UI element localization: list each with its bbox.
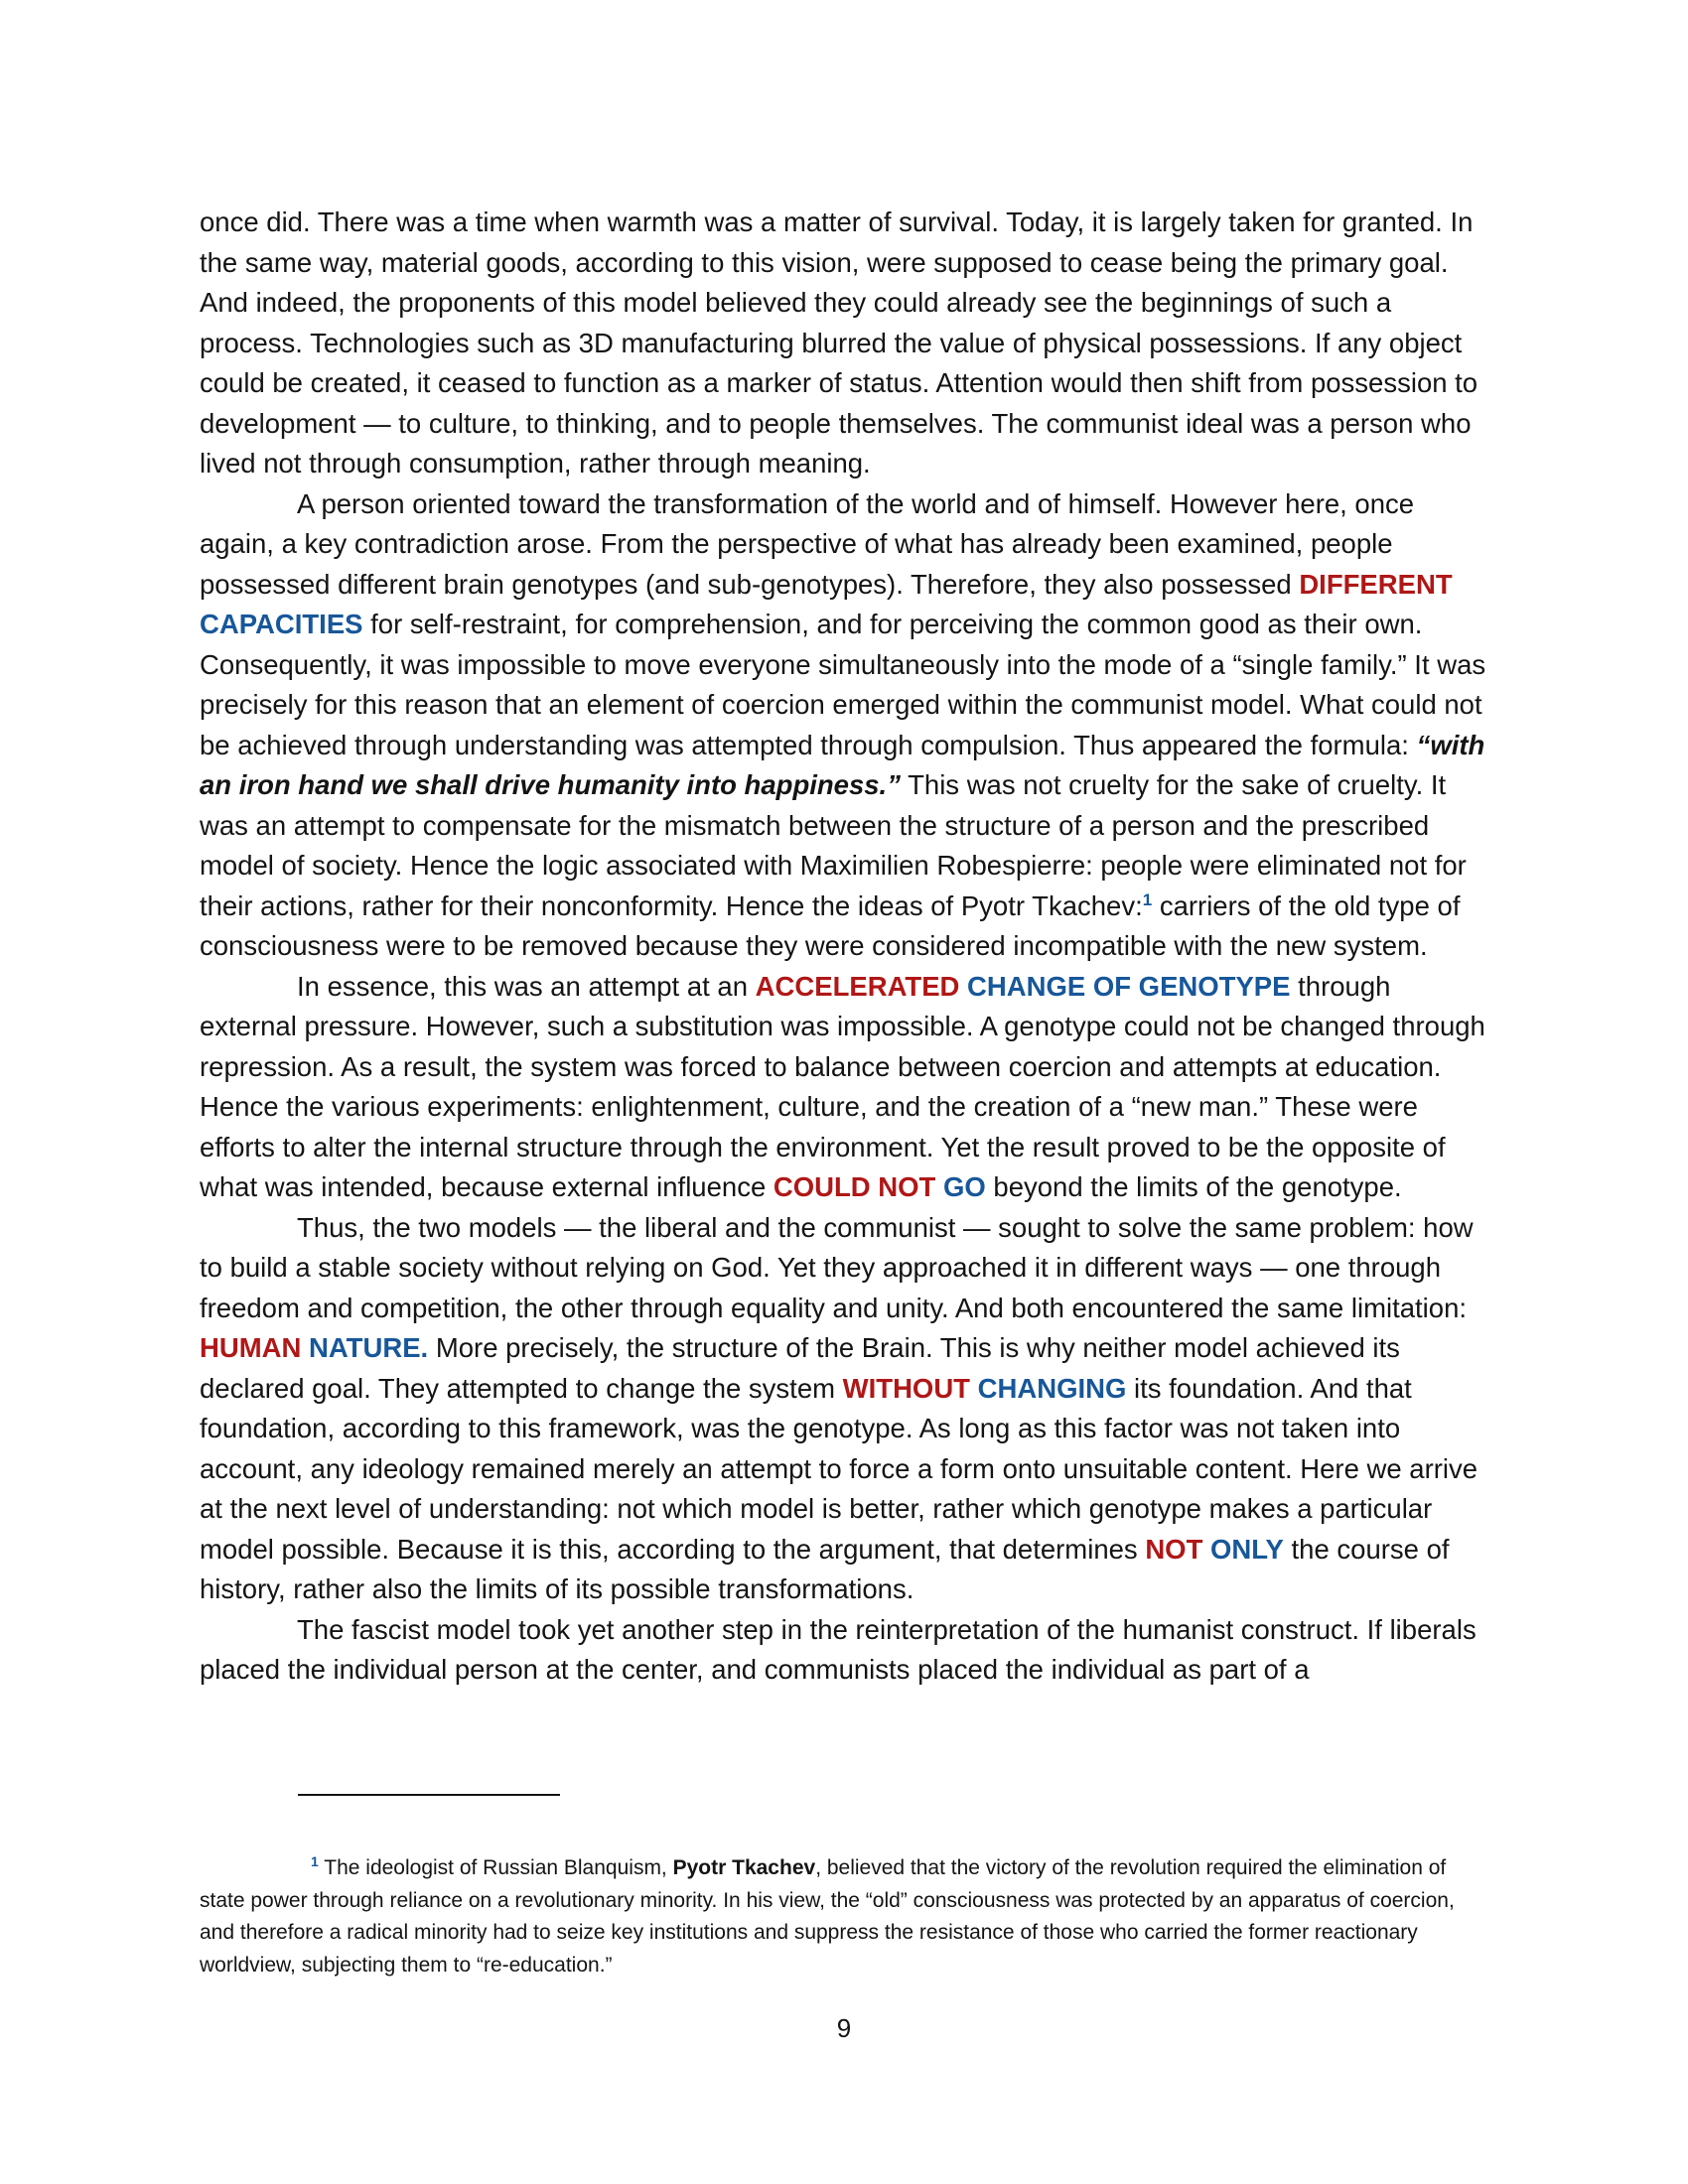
text-run: beyond the limits of the genotype. <box>985 1171 1402 1202</box>
footnote-separator <box>298 1794 560 1796</box>
emphasis-red: WITHOUT <box>842 1372 970 1404</box>
text-run <box>935 1171 943 1202</box>
emphasized-quote: “with an iron hand we shall drive humanity into happiness.” <box>200 729 1485 800</box>
text-run: once did. There was a time when warmth was a matter of survival. Today, it is largely taken for granted. In the same way, material goods, according to this vision, were supposed to cease being the primary goal. And indeed, the proponents of this model believed they could already see the beginnings of such a process. Technologies such as 3D manufacturing blurred the value of physical possessions. If any object could be created, it ceased to function as a marker of status. Attention would then shift from possession to development — to culture, to thinking, and to people themselves. The communist ideal was a person who lived not through consumption, rather through meaning. <box>200 206 1478 478</box>
text-run: More precisely, the structure of the Brain. This is why neither model achieved its declared goal. They attempted to change the system <box>200 1332 1400 1404</box>
text-run: A person oriented toward the transformation of the world and of himself. However here, once again, a key contradiction arose. From the perspective of what has already been examined, people possessed different brain genotypes (and sub-genotypes). Therefore, they also possessed <box>200 487 1415 600</box>
emphasis-red: DIFFERENT <box>1299 568 1453 600</box>
text-run: This was not cruelty for the sake of cruelty. It was an attempt to compensate for the mismatch between the structure of a person and the prescribed model of society. Hence the logic associated with Maximilien Robespierre: people were eliminated not for their actions, rather for their nonconformity. Hence the ideas of Pyotr Tkachev: <box>200 769 1467 921</box>
text-run: The fascist model took yet another step in the reinterpretation of the humanist construct. If liberals placed the individual person at the center, and communists placed the individual as part of a <box>200 1613 1477 1685</box>
emphasis-red: ACCELERATED <box>755 970 960 1002</box>
emphasis-blue: ONLY <box>1210 1533 1284 1565</box>
emphasis-blue: CAPACITIES <box>200 609 363 639</box>
emphasis-blue: CHANGE OF GENOTYPE <box>967 970 1291 1002</box>
emphasis-blue: GO <box>943 1171 986 1202</box>
text-run: Thus, the two models — the liberal and the communist — sought to solve the same problem: how to build a stable society without relying on God. Yet they approached it in different ways — one through freedom and competition, the other through equality and unity. And both encountered the same limitation: <box>200 1211 1474 1323</box>
footnote-name: Pyotr Tkachev <box>672 1856 816 1879</box>
paragraph <box>200 1208 1490 1610</box>
paragraph <box>200 484 1490 967</box>
text-run: the course of history, rather also the limits of its possible transformations. <box>200 1533 1450 1604</box>
text-run: In essence, this was an attempt at an <box>297 970 756 1002</box>
emphasis-red: NOT <box>1145 1533 1203 1565</box>
text-run <box>970 1373 978 1404</box>
text-run <box>959 971 967 1002</box>
text-run: its foundation. And that foundation, according to this framework, was the genotype. As long as this factor was not taken into account, any ideology remained merely an attempt to force a form onto unsuitable content. Here we arrive at the next level of understanding: not which model is better, rather which genotype makes a particular model possible. Because it is this, according to the argument, that determines <box>200 1372 1478 1565</box>
footnote-mark: 1 <box>311 1853 319 1869</box>
paragraph <box>200 1610 1490 1691</box>
paragraph <box>200 203 1490 484</box>
footnote-text-before: The ideologist of Russian Blanquism, <box>318 1856 673 1879</box>
emphasis-blue: CHANGING <box>977 1372 1127 1404</box>
emphasis-red: COULD NOT <box>773 1171 936 1202</box>
text-run <box>301 1332 309 1363</box>
text-run: for self-restraint, for comprehension, and for perceiving the common good as their own. Consequently, it was impossible to move everyone simultaneously into the mode of a “single family.” It was precisely for this reason that an element of coercion emerged within the communist model. What could not be achieved through understanding was attempted through compulsion. Thus appeared the formula: <box>200 609 1486 760</box>
footnote <box>200 1852 1490 1981</box>
footnote-reference[interactable]: 1 <box>1142 889 1153 909</box>
footnote-text-after: , believed that the victory of the revolution required the elimination of state power through reliance on a revolutionary minority. In his view, the “old” consciousness was protected by an apparatus of coercion, and therefore a radical minority had to seize key institutions and suppress the resistance of those who carried the former reactionary worldview, subjecting them to “re-education.” <box>200 1856 1455 1977</box>
emphasis-red: HUMAN <box>200 1332 302 1363</box>
emphasis-blue: NATURE. <box>309 1332 429 1363</box>
paragraph <box>200 967 1490 1208</box>
text-run: carriers of the old type of consciousness were to be removed because they were considered incompatible with the new system. <box>200 889 1461 961</box>
text-run: through external pressure. However, such a substitution was impossible. A genotype could not be changed through repression. As a result, the system was forced to balance between coercion and attempts at education. Hence the various experiments: enlightenment, culture, and the creation of a “new man.” These were efforts to alter the internal structure through the environment. Yet the result proved to be the opposite of what was intended, because external influence <box>200 970 1485 1202</box>
text-run <box>1202 1534 1210 1565</box>
body-text <box>200 203 1490 1691</box>
page-number: 9 <box>836 2013 852 2043</box>
